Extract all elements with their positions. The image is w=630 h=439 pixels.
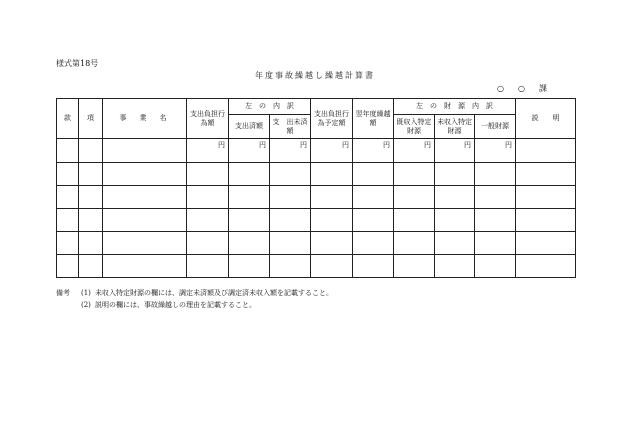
header-yokunendo: 翌年度繰越額 [353,99,394,139]
document-title: 年度事故繰越し繰越計算書 [255,71,375,80]
table-row [57,139,576,163]
table-row [57,255,576,278]
table-cell [516,139,576,163]
header-kou: 項 [79,99,103,139]
unit-cell: 円 [475,139,516,163]
remark-text: 説明の欄には、事故繰越しの理由を記載すること。 [95,301,256,309]
header-setsumei: 説 明 [516,99,576,139]
header-shishutsu-zumi: 支出済額 [229,115,270,139]
remark-item [56,287,333,299]
header-kan: 款 [57,99,79,139]
table-cell [79,139,103,163]
unit-cell: 円 [394,139,435,163]
table-cell [103,139,187,163]
unit-cell: 円 [435,139,475,163]
header-mishuunyuu: 未収入特定財源 [435,115,475,139]
table-row [57,163,576,186]
table-row [57,209,576,232]
carryover-table [56,98,576,278]
remark-text: 未収入特定財源の欄には、調定未済額及び調定済未収入額を記載すること。 [95,289,333,297]
unit-cell: 円 [311,139,353,163]
header-ippan: 一般財源 [475,115,516,139]
header-shishutsu-futan-yotei: 支出負担行為予定額 [311,99,353,139]
header-left-breakdown: 左 の 内 訳 [229,99,311,115]
remark-number: (2) [81,301,91,309]
header-kishuunyuu: 既収入特定財源 [394,115,435,139]
unit-cell: 円 [270,139,311,163]
unit-cell: 円 [229,139,270,163]
table-cell [57,139,79,163]
unit-cell: 円 [353,139,394,163]
header-shishutsu-mi: 支 出未済額 [270,115,311,139]
remarks-label: 備考 [56,289,70,297]
remark-number: (1) [81,289,91,297]
remarks [56,287,333,311]
header-shishutsu-futan-koui: 支出負担行為額 [187,99,229,139]
header-left-zaigen: 左 の 財 源 内 訳 [394,99,516,115]
header-jigyou: 事 業 名 [103,99,187,139]
remark-item [56,299,333,311]
unit-cell: 円 [187,139,229,163]
table-row [57,232,576,255]
form-number: 様式第18号 [56,59,99,68]
table-row [57,186,576,209]
section-label: ○ ○ 課 [497,84,550,93]
